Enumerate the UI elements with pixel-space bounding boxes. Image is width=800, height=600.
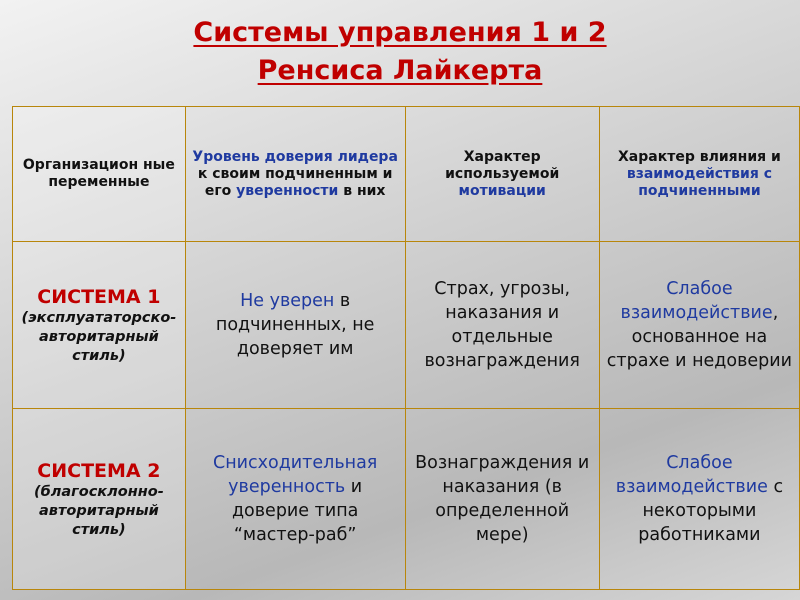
system-1-influence <box>599 242 799 409</box>
header-trust-part1: Уровень доверия лидера <box>192 148 398 165</box>
system-2-trust-part1: Снисходительная уверенность <box>212 453 378 497</box>
title-line-2: Ренсиса Лайкерта <box>257 55 543 86</box>
system-1-cell <box>13 242 186 409</box>
system-2-name: СИСТЕМА 2 <box>37 459 161 482</box>
system-2-style: (благосклонно-авторитарный стиль) <box>34 483 164 538</box>
system-2-influence-part2: с некоторыми работниками <box>638 477 784 545</box>
header-org-variables-text: Организацион ные переменные <box>22 157 175 190</box>
system-1-style: (эксплуататорско-авторитарный стиль) <box>21 309 177 364</box>
header-influence <box>599 107 799 242</box>
header-influence-part1: Характер влияния и <box>618 148 781 165</box>
header-influence-part2: взаимодействия с подчиненными <box>626 165 772 199</box>
system-1-influence-part2: , основанное на страхе и недоверии <box>606 303 793 371</box>
system-1-trust-part2: в подчиненных, не доверяет им <box>215 291 375 359</box>
header-trust-part3: уверенности <box>236 182 339 199</box>
system-2-influence <box>599 409 799 590</box>
header-org-variables <box>13 107 186 242</box>
system-2-trust-part2: и доверие типа “мастер-раб” <box>231 477 363 545</box>
title-line-1: Системы управления 1 и 2 <box>193 17 607 48</box>
system-1-trust <box>185 242 405 409</box>
system-1-influence-part1: Слабое взаимодействие <box>620 279 773 323</box>
system-2-cell <box>13 409 186 590</box>
system-1-trust-part1: Не уверен <box>240 291 335 311</box>
page-title <box>0 14 800 90</box>
header-motivation-part1: Характер используемой <box>445 148 560 182</box>
system-1-motivation <box>405 242 599 409</box>
header-motivation <box>405 107 599 242</box>
system-2-motivation <box>405 409 599 590</box>
table-row-system-2 <box>13 409 800 590</box>
likert-systems-table <box>12 106 800 590</box>
system-2-motivation-text: Вознаграждения и наказания (в определенной мере) <box>415 453 590 545</box>
header-trust-part2: к своим подчиненным и его <box>197 165 393 199</box>
system-1-name: СИСТЕМА 1 <box>37 285 161 308</box>
header-trust-level <box>185 107 405 242</box>
system-2-influence-part1: Слабое взаимодействие <box>615 453 768 497</box>
system-2-trust <box>185 409 405 590</box>
header-motivation-part2: мотивации <box>458 182 546 199</box>
header-trust-part4: в них <box>338 182 386 199</box>
system-1-motivation-text: Страх, угрозы, наказания и отдельные вознаграждения <box>424 279 580 371</box>
table-header-row <box>13 107 800 242</box>
table-row-system-1 <box>13 242 800 409</box>
